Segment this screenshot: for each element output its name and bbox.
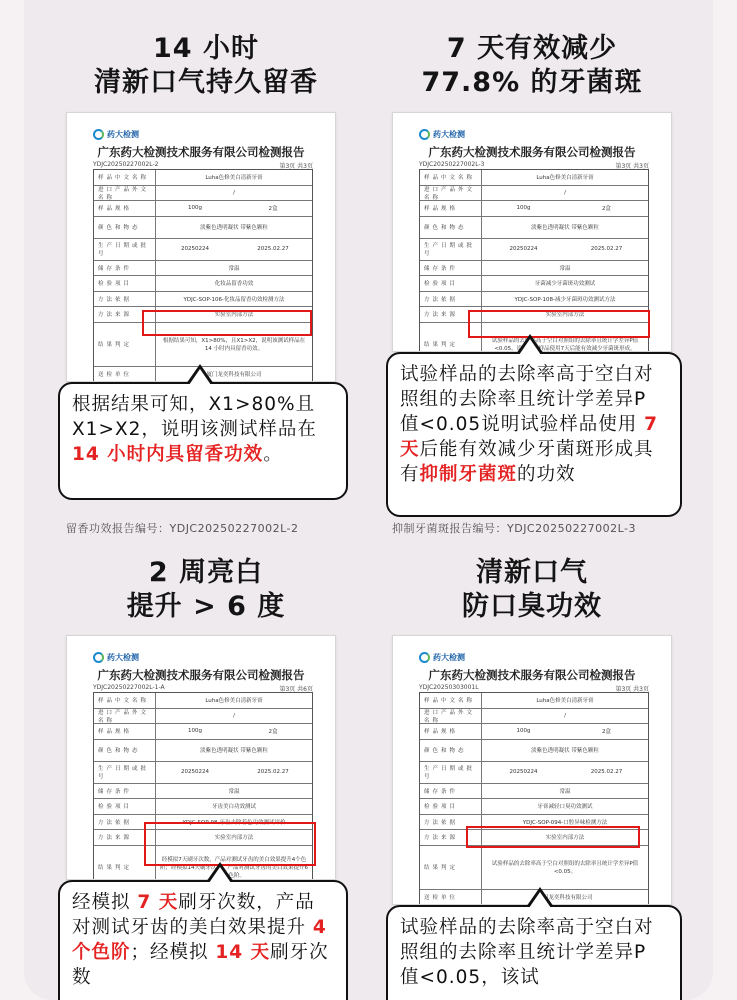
table-value: 牙膏减轻口臭功效测试 [537, 804, 593, 811]
table-value: 20250224 [509, 246, 538, 252]
table-row [420, 217, 648, 239]
table-label: 方法来源 [420, 830, 482, 845]
table-value: 常温 [559, 788, 571, 795]
table-value: 100g [516, 728, 531, 735]
table-value: 实验室内部方法 [545, 835, 585, 842]
table-value: 2025.02.27 [257, 246, 289, 252]
table-label: 送检单位 [94, 367, 156, 382]
table-row [94, 740, 312, 762]
lab-logo [93, 129, 139, 140]
report-table [419, 692, 649, 904]
table-label: 方法依据 [94, 815, 156, 830]
result-highlight-box [468, 310, 650, 338]
table-label: 储存条件 [420, 784, 482, 799]
table-value: / [564, 712, 566, 719]
callout-pointer-fill [189, 369, 211, 385]
table-label: 颜色和物态 [420, 217, 482, 238]
table-row [94, 186, 312, 202]
section-heading-1 [46, 32, 366, 100]
table-row [420, 292, 648, 308]
table-row [420, 239, 648, 261]
table-value: 20250224 [181, 246, 209, 252]
highlight-text: 4 个色阶 [72, 917, 327, 963]
heading-line-2: 77.8% 的牙菌斑 [421, 67, 643, 98]
table-value: Luha色修美白清新牙膏 [536, 698, 594, 705]
heading-line-1: 2 周亮白 [148, 557, 264, 588]
table-value: 实验室内部方法 [214, 312, 254, 319]
table-label: 方法依据 [420, 292, 482, 307]
table-value: 100g [188, 205, 202, 212]
callout-pointer-fill [209, 867, 231, 883]
report-number: YDJC20250227002L-2 [93, 161, 159, 168]
table-label: 检验项目 [94, 276, 156, 291]
table-row [420, 762, 648, 784]
table-row [94, 799, 312, 815]
table-label: 样品中文名称 [94, 693, 156, 708]
table-value: 厦门龙奕科技有限公司 [206, 371, 262, 378]
table-value: 100g [188, 728, 202, 735]
table-row [94, 276, 312, 292]
table-row [420, 186, 648, 202]
table-row [94, 724, 312, 740]
table-value: 淡紫色透明凝状 带紫色颗粒 [200, 225, 268, 231]
report-table [93, 169, 313, 381]
table-label: 储存条件 [420, 261, 482, 276]
table-value: 试验样品的去除率高于空白对照组的去除率且统计学差异P值<0.05，说明试验样品使用7天后能有效减少牙菌斑形成。 [491, 338, 639, 352]
table-value: 2盒 [268, 729, 278, 736]
section-heading-3 [46, 556, 366, 624]
table-label: 颜色和物态 [94, 217, 156, 238]
table-label: 进口产品外文名称 [94, 709, 156, 724]
logo-icon [419, 652, 430, 663]
table-value: 2盒 [602, 729, 611, 736]
table-label: 样品中文名称 [420, 170, 482, 185]
table-row [420, 170, 648, 186]
table-label: 储存条件 [94, 261, 156, 276]
test-report-image [66, 112, 336, 382]
table-row [420, 846, 648, 890]
callout-text: 经模拟 [72, 892, 138, 913]
logo-text: 药大检测 [107, 653, 139, 662]
result-highlight-box [144, 822, 316, 866]
table-row [420, 201, 648, 217]
table-value: 100g [516, 205, 531, 212]
callout-text: 刷牙次数 [72, 942, 329, 988]
table-value: / [233, 189, 235, 196]
report-caption: 留香功效报告编号：YDJC20250227002L-2 [66, 522, 299, 535]
table-label: 颜色和物态 [420, 740, 482, 761]
callout-text: 根据结果可知，X1>80%且X1>X2，说明该测试样品在 [72, 394, 317, 440]
heading-line-1: 清新口气 [476, 557, 588, 588]
table-value: 根据结果可知，X1>80%，且X1>X2，说明该测试样品在 14 小时内具留香功效。 [162, 338, 306, 352]
highlight-text: 7 天 [137, 892, 179, 913]
callout-pointer-fill [529, 892, 551, 908]
callout-text: 刷牙次数，产品对测试牙齿的美白效果提升 [72, 892, 315, 938]
table-label: 结果判定 [94, 846, 156, 881]
table-row [420, 261, 648, 277]
table-row [420, 799, 648, 815]
table-row [420, 693, 648, 709]
callout-text: ；经模拟 [130, 942, 216, 963]
heading-line-2: 防口臭功效 [462, 591, 602, 622]
report-title: 广东药大检测技术服务有限公司检测报告 [97, 145, 305, 159]
report-caption: 抑制牙菌斑报告编号：YDJC20250227002L-3 [392, 522, 637, 535]
table-value: / [564, 189, 566, 196]
table-row [94, 201, 312, 217]
table-label: 结果判定 [94, 323, 156, 366]
table-label: 样品规格 [94, 724, 156, 739]
table-value: YDJC-SOP-98-牙齿去除着色功效测试评价 [182, 819, 286, 826]
table-row [94, 709, 312, 725]
table-label: 生产日期或批号 [94, 762, 156, 783]
logo-text: 药大检测 [107, 130, 139, 139]
table-label: 生产日期或批号 [420, 762, 482, 783]
table-label: 进口产品外文名称 [94, 186, 156, 201]
report-title: 广东药大检测技术服务有限公司检测报告 [97, 668, 305, 682]
report-number: YDJC20250303001L [419, 684, 479, 691]
table-value: 20250224 [181, 769, 209, 775]
result-highlight-box [142, 310, 312, 336]
table-value: 2025.02.27 [257, 769, 289, 775]
callout-bubble [58, 382, 348, 500]
table-value: 淡紫色透明凝状 带紫色颗粒 [531, 225, 599, 231]
table-label: 样品中文名称 [420, 693, 482, 708]
table-label: 结果判定 [420, 846, 482, 889]
report-number: YDJC20250227002L-3 [419, 161, 485, 168]
table-label: 方法来源 [94, 830, 156, 845]
highlight-text: 14 天 [215, 942, 271, 963]
report-page: 第3页 共3页 [615, 163, 649, 170]
table-label: 方法依据 [94, 292, 156, 307]
table-label: 检验项目 [420, 276, 482, 291]
table-label: 方法依据 [420, 815, 482, 830]
callout-text: 试验样品的去除率高于空白对照组的去除率且统计学差异P 值<0.05说明试验样品使用 [400, 364, 654, 435]
table-label: 生产日期或批号 [94, 239, 156, 260]
table-label: 样品规格 [420, 724, 482, 739]
table-value: YDJC-SOP-106-化妆品留香功效检测方法 [183, 296, 285, 303]
table-value: / [233, 712, 235, 719]
table-value: 经模拟7天刷牙次数，产品对测试牙齿的美白效果提升4个色阶；经模拟14天刷牙次数，产品对测试牙齿的美白效果提升6个色阶。 [160, 857, 308, 879]
lab-logo [419, 652, 465, 663]
table-row [94, 784, 312, 800]
table-label: 进口产品外文名称 [420, 709, 482, 724]
heading-line-1: 14 小时 [153, 33, 259, 64]
table-row [420, 740, 648, 762]
table-label: 方法来源 [420, 307, 482, 322]
logo-icon [93, 652, 104, 663]
table-value: 牙菌减少牙菌斑功效测试 [534, 281, 596, 288]
table-value: Luha色修美白清新牙膏 [205, 698, 263, 705]
table-value: 2025.02.27 [590, 246, 623, 252]
table-value: 厦门龙奕科技有限公司 [537, 894, 593, 901]
callout-bubble [386, 905, 682, 1000]
report-title: 广东药大检测技术服务有限公司检测报告 [428, 668, 636, 682]
table-value: 常温 [228, 265, 240, 272]
highlight-text: 抑制牙菌斑 [419, 464, 518, 485]
heading-line-2: 提升 > 6 度 [126, 591, 286, 622]
table-label: 样品规格 [420, 201, 482, 216]
table-value: 20250224 [509, 769, 538, 775]
section-heading-4 [372, 556, 692, 624]
logo-icon [93, 129, 104, 140]
table-label: 储存条件 [94, 784, 156, 799]
report-page: 第3页 共3页 [615, 686, 649, 693]
table-label: 结果判定 [420, 323, 482, 353]
highlight-text: 7 天 [400, 414, 658, 460]
result-highlight-box [466, 826, 640, 848]
table-value: 淡紫色透明凝状 带紫色颗粒 [531, 748, 599, 754]
table-value: 淡紫色透明凝状 带紫色颗粒 [200, 748, 268, 754]
heading-line-1: 7 天有效减少 [446, 33, 618, 64]
table-row [94, 261, 312, 277]
table-row [420, 276, 648, 292]
highlight-text: 14 小时内具留香功效 [72, 444, 264, 465]
report-page: 第3页 共6页 [279, 686, 313, 693]
table-value: 常温 [559, 265, 571, 272]
table-value: 2025.02.27 [590, 769, 623, 775]
callout-text: 。 [263, 444, 283, 465]
report-number: YDJC20250227002L-1-A [93, 684, 165, 691]
report-page: 第3页 共3页 [279, 163, 313, 170]
table-label: 颜色和物态 [94, 740, 156, 761]
callout-pointer-fill [519, 339, 541, 355]
table-value: 化妆品留香功效 [214, 281, 254, 288]
table-value: 实验室内部方法 [214, 835, 254, 842]
table-value: YDJC-SOP-094-口腔异味检测方法 [522, 819, 608, 826]
table-row [94, 170, 312, 186]
table-value: 牙齿美白功效测试 [211, 804, 256, 811]
table-value: 常温 [228, 788, 240, 795]
table-label: 检验项目 [420, 799, 482, 814]
report-title: 广东药大检测技术服务有限公司检测报告 [428, 145, 636, 159]
section-heading-2 [372, 32, 692, 100]
table-row [94, 762, 312, 784]
table-row [94, 239, 312, 261]
table-row [94, 292, 312, 308]
table-row [420, 724, 648, 740]
table-label: 样品规格 [94, 201, 156, 216]
callout-text: 后能有效减少牙菌斑形成具有 [400, 439, 654, 485]
table-row [94, 217, 312, 239]
table-value: 2盒 [268, 206, 278, 213]
table-value: 试验样品的去除率高于空白对照组的去除率且统计学差异P值<0.05。 [491, 861, 639, 875]
table-value: Luha色修美白清新牙膏 [536, 175, 594, 182]
table-value: 实验室内部方法 [545, 312, 585, 319]
logo-text: 药大检测 [433, 653, 465, 662]
heading-line-2: 清新口气持久留香 [94, 67, 318, 98]
table-label: 样品中文名称 [94, 170, 156, 185]
table-label: 生产日期或批号 [420, 239, 482, 260]
table-row [420, 784, 648, 800]
table-label: 送检单位 [420, 890, 482, 905]
callout-text: 的功效 [517, 464, 576, 485]
table-label: 检验项目 [94, 799, 156, 814]
callout-bubble [58, 880, 348, 1000]
table-label: 进口产品外文名称 [420, 186, 482, 201]
logo-text: 药大检测 [433, 130, 465, 139]
callout-text: 试验样品的去除率高于空白对照组的去除率且统计学差异P 值<0.05，该试 [400, 917, 654, 988]
table-row [94, 693, 312, 709]
callout-bubble [386, 352, 682, 517]
table-value: YDJC-SOP-108-减少牙菌斑功效测试方法 [514, 296, 616, 303]
test-report-image [392, 635, 672, 905]
lab-logo [419, 129, 465, 140]
table-value: 2盒 [602, 206, 611, 213]
table-row [420, 709, 648, 725]
table-label: 方法来源 [94, 307, 156, 322]
table-value: Luha色修美白清新牙膏 [205, 175, 263, 182]
lab-logo [93, 652, 139, 663]
logo-icon [419, 129, 430, 140]
